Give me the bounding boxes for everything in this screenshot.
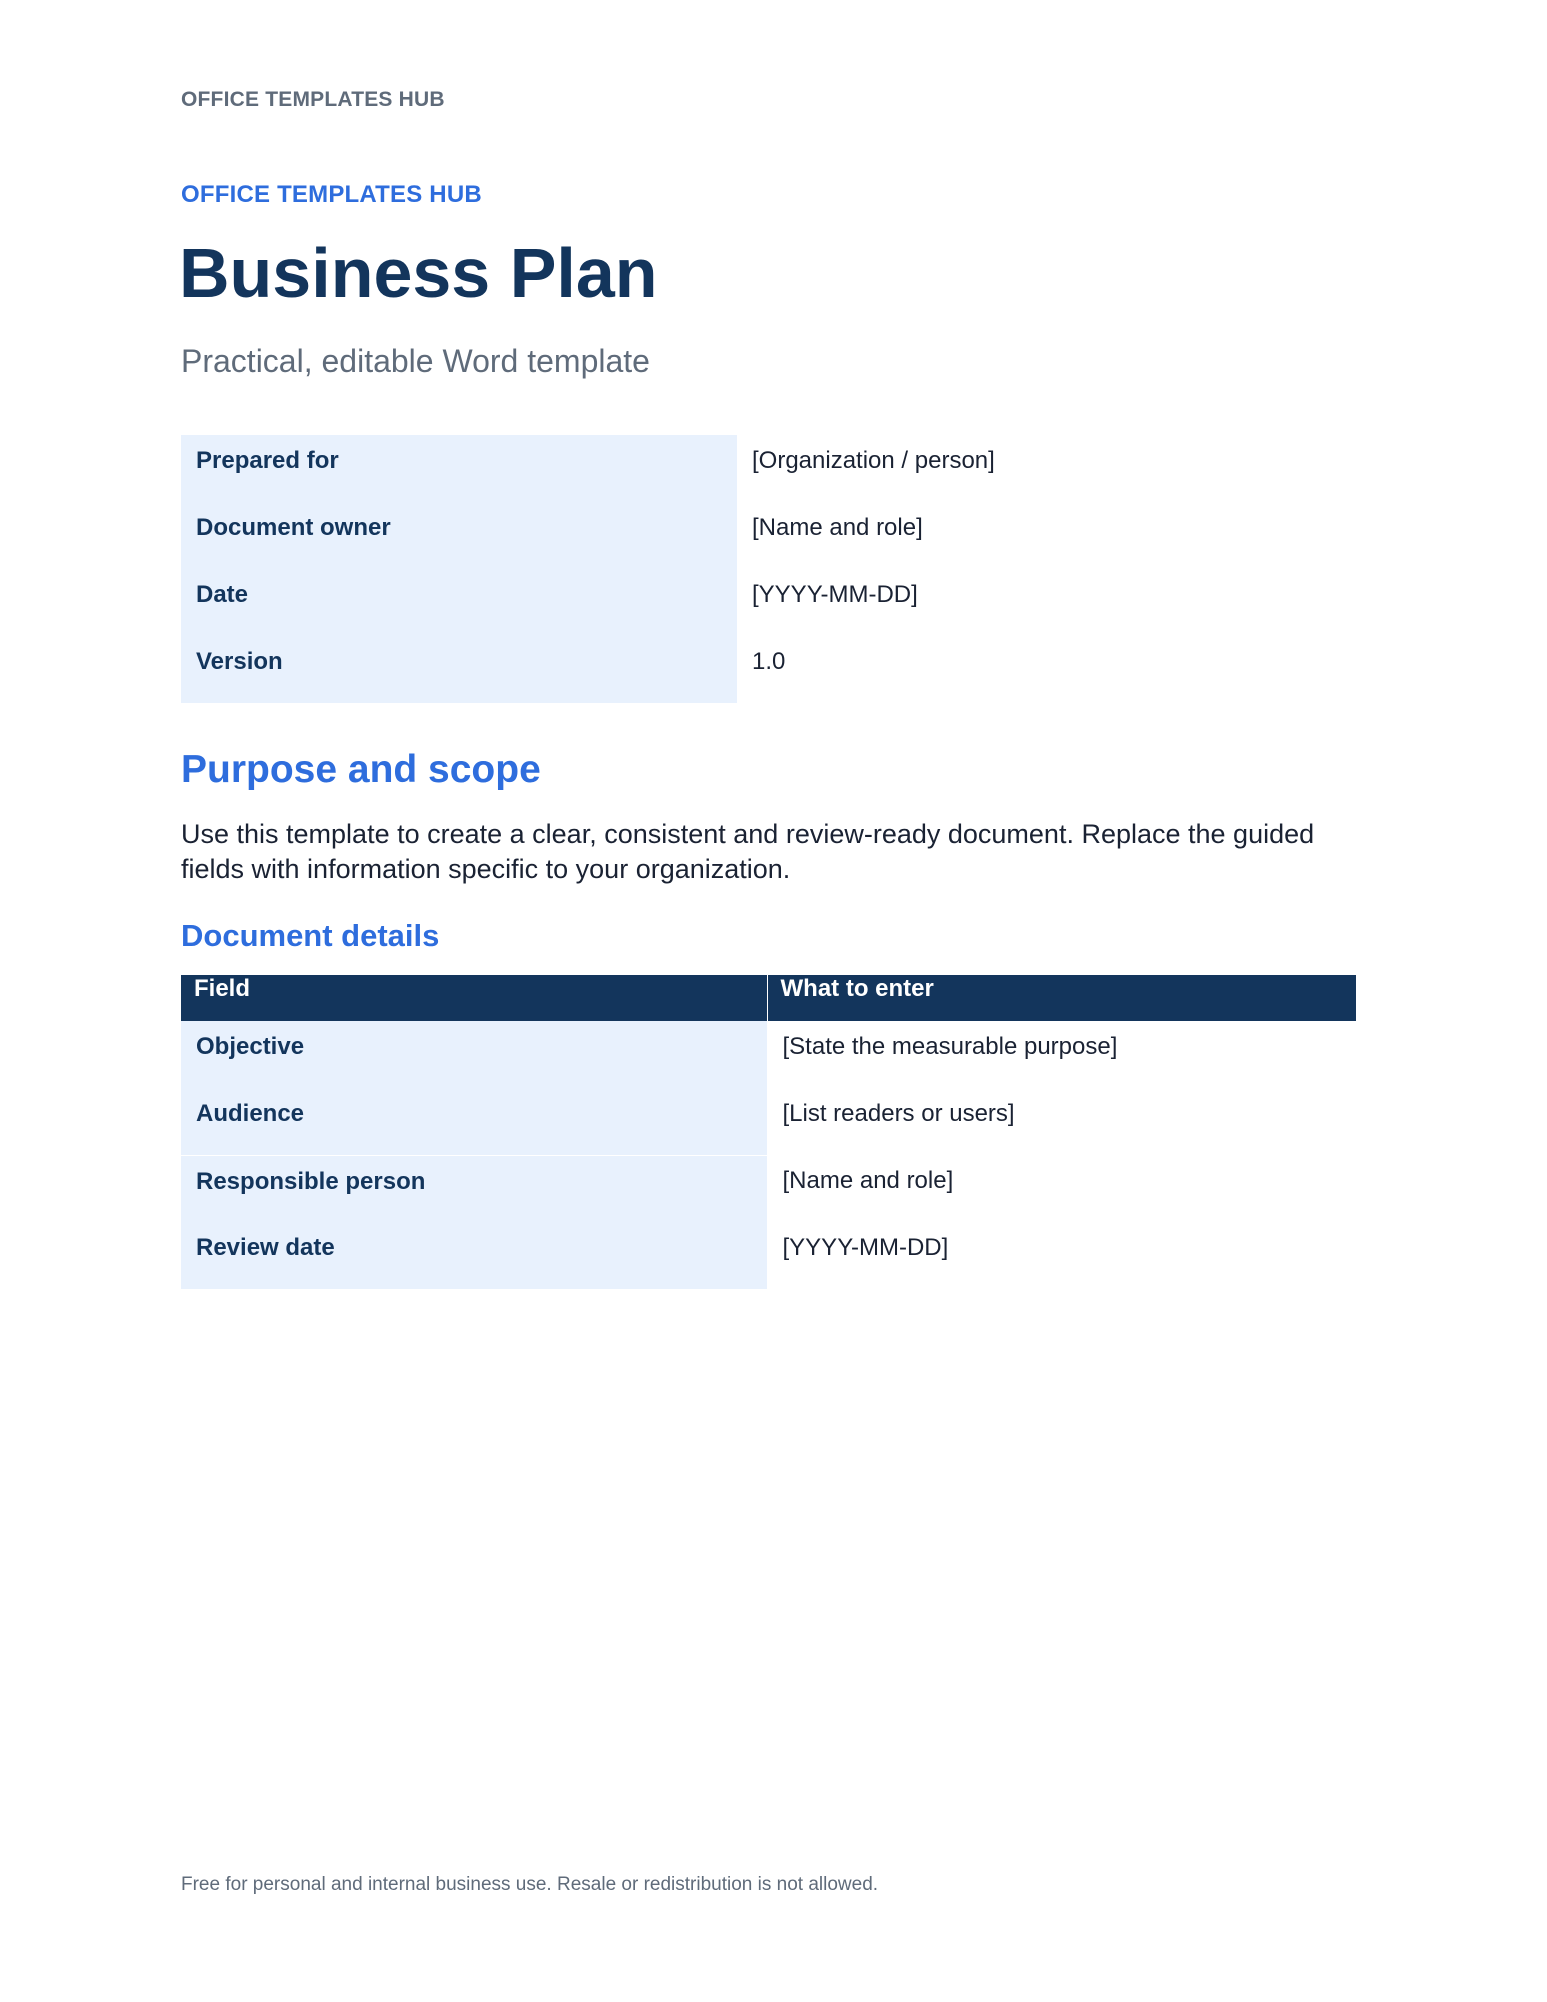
meta-label: Version xyxy=(181,636,737,703)
field-label: Audience xyxy=(181,1088,767,1155)
field-label: Responsible person xyxy=(181,1155,767,1222)
meta-row-document-owner xyxy=(181,502,1356,569)
meta-value[interactable]: [Organization / person] xyxy=(737,435,1356,502)
document-title: Business Plan xyxy=(179,234,658,312)
field-value[interactable]: [State the measurable purpose] xyxy=(782,1033,1118,1060)
field-label: Review date xyxy=(181,1222,767,1289)
document-meta-table xyxy=(181,435,1356,703)
meta-label: Date xyxy=(181,569,737,636)
license-footer: Free for personal and internal business use. Resale or redistribution is not allowed. xyxy=(181,1874,879,1895)
column-header-what-to-enter: What to enter xyxy=(767,975,1356,1021)
meta-value[interactable]: [YYYY-MM-DD] xyxy=(737,569,1356,636)
purpose-body: Use this template to create a clear, consistent and review-ready document. Replace the guided fields with information specific to your organization. xyxy=(181,819,1315,884)
table-row xyxy=(181,1222,1356,1289)
field-value[interactable]: [YYYY-MM-DD] xyxy=(782,1234,949,1261)
meta-label: Prepared for xyxy=(181,435,737,502)
meta-label: Document owner xyxy=(181,502,737,569)
table-row xyxy=(181,1021,1356,1088)
purpose-heading: Purpose and scope xyxy=(181,748,541,791)
brand-label: OFFICE TEMPLATES HUB xyxy=(181,181,482,208)
details-header-row xyxy=(181,975,1356,1021)
meta-row-date xyxy=(181,569,1356,636)
meta-row-prepared-for xyxy=(181,435,1356,502)
document-subtitle: Practical, editable Word template xyxy=(181,343,650,379)
details-heading: Document details xyxy=(181,918,440,953)
meta-value[interactable]: [Name and role] xyxy=(737,502,1356,569)
meta-value[interactable]: 1.0 xyxy=(737,636,1356,703)
column-header-field: Field xyxy=(181,975,767,1021)
running-header: OFFICE TEMPLATES HUB xyxy=(181,88,445,111)
table-row xyxy=(181,1088,1356,1155)
meta-row-version xyxy=(181,636,1356,703)
table-row xyxy=(181,1155,1356,1222)
field-label: Objective xyxy=(181,1021,767,1088)
field-value[interactable]: [Name and role] xyxy=(782,1167,954,1194)
field-value[interactable]: [List readers or users] xyxy=(782,1100,1015,1127)
document-details-table xyxy=(181,975,1356,1289)
